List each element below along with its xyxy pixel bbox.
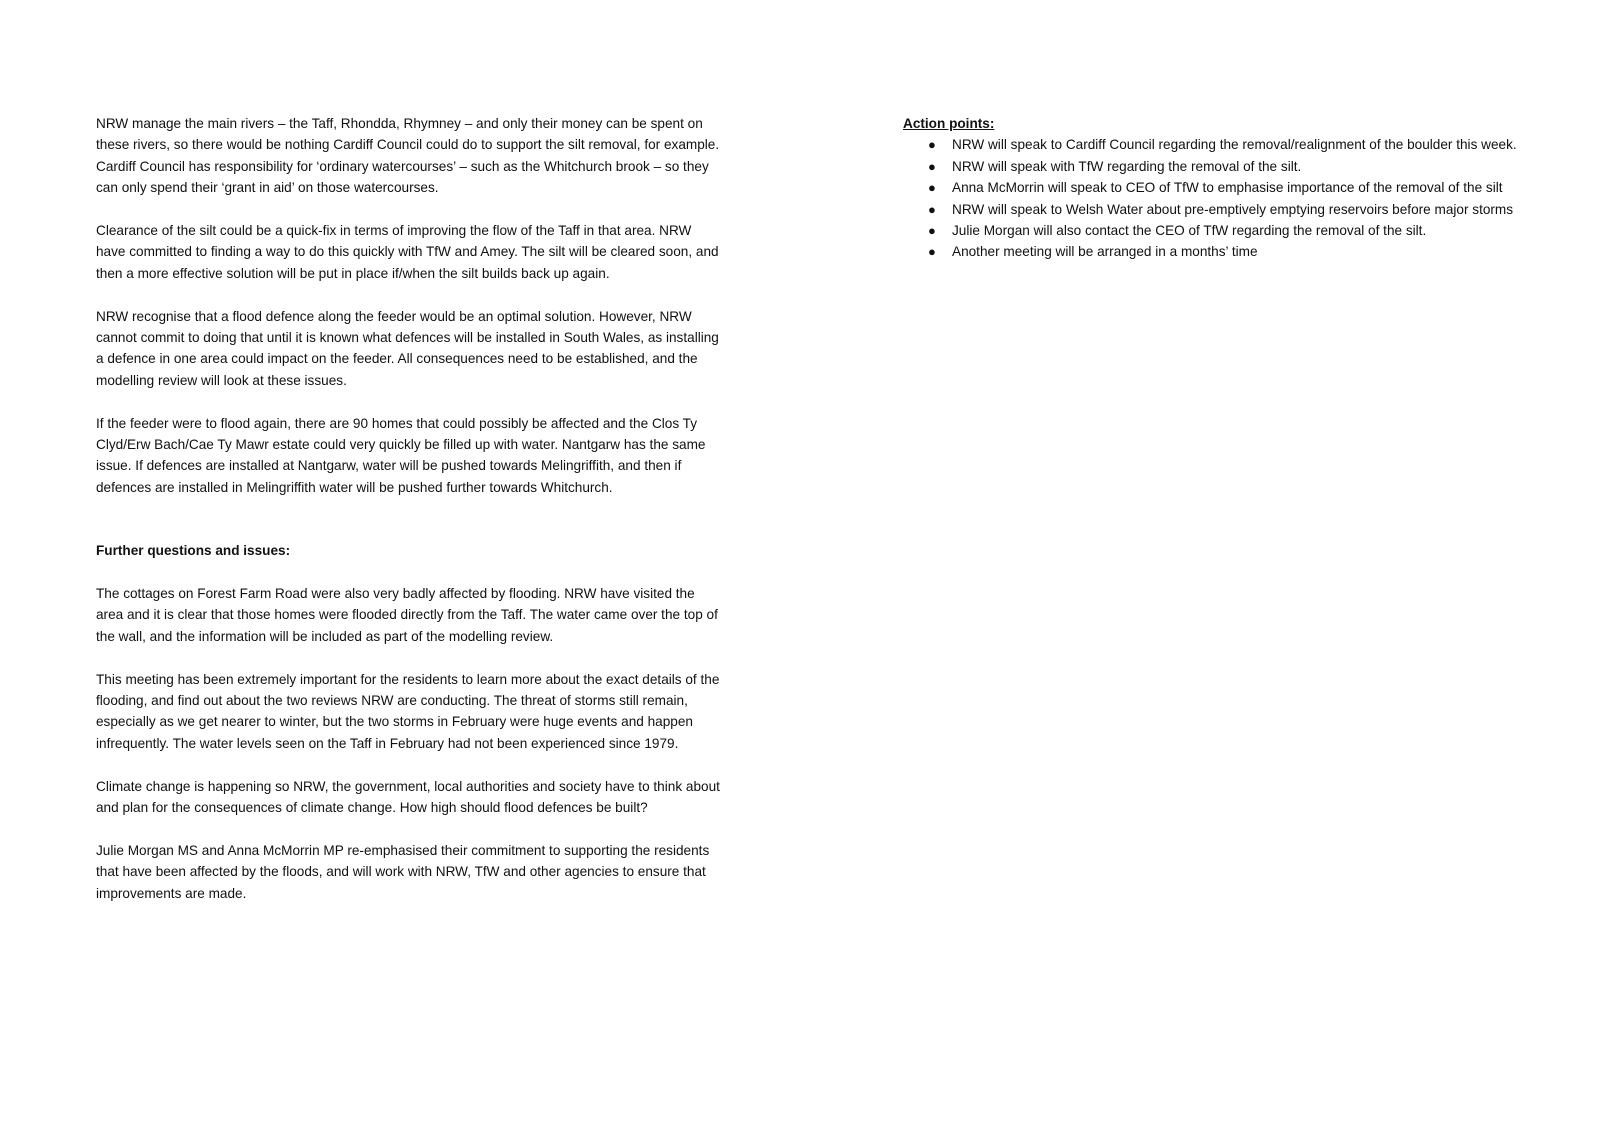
action-item <box>903 241 1528 262</box>
paragraph-climate-change: Climate change is happening so NRW, the government, local authorities and society have to think about and plan for the consequences of climate change. How high should flood defences be built? <box>96 778 720 816</box>
bullet-icon: ● <box>928 244 936 260</box>
bullet-icon: ● <box>928 180 936 196</box>
action-points-heading: Action points: <box>903 116 995 131</box>
right-column <box>903 113 1528 263</box>
left-column <box>96 113 721 926</box>
bullet-icon: ● <box>928 201 936 217</box>
action-item <box>903 134 1528 155</box>
action-item <box>903 156 1528 177</box>
action-item-text: Anna McMorrin will speak to CEO of TfW to emphasise importance of the removal of the silt <box>952 180 1503 196</box>
paragraph-commitment: Julie Morgan MS and Anna McMorrin MP re-emphasised their commitment to supporting the residents that have been affected by the floods, and will work with NRW, TfW and other agencies to ensure that improvements are made. <box>96 842 710 901</box>
paragraph-flood-defence: NRW recognise that a flood defence along the feeder would be an optimal solution. However, NRW cannot commit to doing that until it is known what defences will be installed in South Wales, as installing a defence in one area could impact on the feeder. All consequences need to be established, and the modelling review will look at these issues. <box>96 308 719 388</box>
bullet-icon: ● <box>928 223 936 239</box>
action-item-text: NRW will speak to Welsh Water about pre-emptively emptying reservoirs before major storms <box>952 201 1514 217</box>
action-item <box>903 199 1528 220</box>
further-questions-heading: Further questions and issues: <box>96 543 291 559</box>
bullet-icon: ● <box>928 158 936 174</box>
action-points-list <box>903 134 1528 262</box>
paragraph-meeting-importance: This meeting has been extremely important for the residents to learn more about the exact details of the flooding, and find out about the two reviews NRW are conducting. The threat of storms still remain, especially as we get nearer to winter, but the two storms in February were huge events and happen infrequently. The water levels seen on the Taff in February had not been experienced since 1979. <box>96 671 720 751</box>
action-item-text: NRW will speak to Cardiff Council regarding the removal/realignment of the boulder this week. <box>952 137 1517 153</box>
action-item-text: Julie Morgan will also contact the CEO of TfW regarding the removal of the silt. <box>952 223 1427 239</box>
action-item <box>903 177 1528 198</box>
paragraph-forest-farm-cottages: The cottages on Forest Farm Road were also very badly affected by flooding. NRW have visited the area and it is clear that those homes were flooded directly from the Taff. The water came over the top of the wall, and the information will be included as part of the modelling review. <box>96 586 718 644</box>
paragraph-main-rivers: NRW manage the main rivers – the Taff, Rhondda, Rhymney – and only their money can be spent on these rivers, so there would be nothing Cardiff Council could do to support the silt removal, for example. Cardiff Council has responsibility for ‘ordinary watercourses’ – such as the Whitchurch brook – so they can only spend their ‘grant in aid’ on those watercourses. <box>96 116 720 196</box>
bullet-icon: ● <box>928 137 936 153</box>
action-item <box>903 220 1528 241</box>
paragraph-feeder-flood: If the feeder were to flood again, there are 90 homes that could possibly be affected and the Clos Ty Clyd/Erw Bach/Cae Ty Mawr estate could very quickly be filled up with water. Nantgarw has the same issue. If defences are installed at Nantgarw, water will be pushed towards Melingriffith, and then if defences are installed in Melingriffith water will be pushed further towards Whitchurch. <box>96 415 706 495</box>
paragraph-silt-clearance: Clearance of the silt could be a quick-fix in terms of improving the flow of the Taff in that area. NRW have committed to finding a way to do this quickly with TfW and Amey. The silt will be cleared soon, and then a more effective solution will be put in place if/when the silt builds back up again. <box>96 223 719 281</box>
action-item-text: NRW will speak with TfW regarding the removal of the silt. <box>952 158 1302 174</box>
action-item-text: Another meeting will be arranged in a months’ time <box>952 244 1258 260</box>
